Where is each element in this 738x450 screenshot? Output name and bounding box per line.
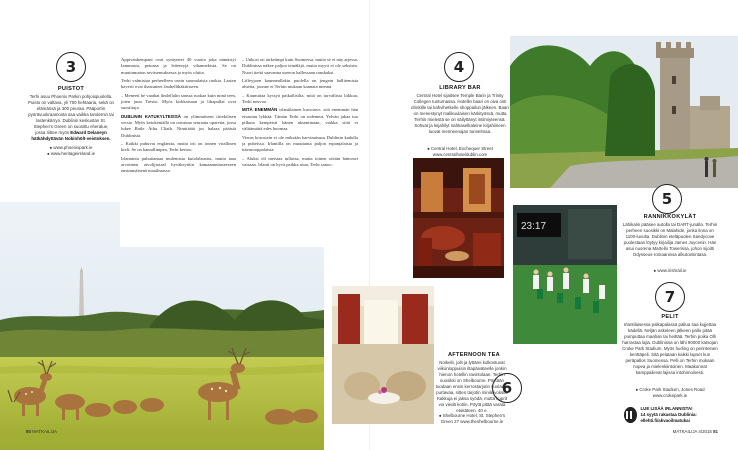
afternoon-tea-link[interactable]: ● Shelbourne Hotel, St. Stephen's Green 27 www.theshelbourne.ie — [438, 413, 506, 424]
afternoon-tea-photo — [332, 286, 434, 424]
col2-para-2: Liffeyjoen kaunneallakin puolella on jengein hallitemista aluetta, joonne ei Terhin mukaan kannata mennä. — [242, 77, 358, 90]
promo-text — [641, 406, 725, 423]
section-number-7 — [655, 282, 685, 312]
number-7-text: 7 — [664, 288, 676, 306]
number-4-text: 4 — [453, 58, 465, 76]
scoreboard-text: 23:17 — [521, 221, 547, 232]
rannikkokylat-body: Lähikalin pääsee autolla tai DART-junalla. Terhin perheen suosikki on Malahide, jonka linna on 1100-luvulta. Dublinin eteläpuolen Sandycove puolestaan löytyy kirjailija James Joycenin. Hän asui nuorena Martello Towerissa, johon sijoitti Odysseus-romaaninsa alkutoimintasa. — [622, 222, 718, 257]
section-number-3 — [56, 52, 86, 82]
library-bar-link[interactable]: ● Central Hotel, Exchequer Street www.centralhoteldublin.com — [427, 146, 493, 157]
deer-park-illustration — [0, 202, 324, 450]
promo-line-2: 14 syytä rakastaa Dublinia: ellehti.fi/akvaoilmatukai — [640, 412, 697, 423]
rugby-photo — [513, 205, 617, 344]
pelit-body: Irlantilaisessa palkapalassa pallua saa kujjettaa kädellä. Neljän askeleen jälkeen pallo pitää pomputtaa maahan tai heittää. Terhin poika Olli harrastaa lajia. Dublinissa on lähi 90000 katsojan Croke Park Stadium. Myös hurling on perinteinen kenttäpeli. Sitä pelataan kaikki lapset kun peräpallos Suomessa. Pelli on Terhin mukaan nopea ja mielenkiintoinen. Maakunnat kamppailevat lajissa intohimoisesti. — [622, 322, 718, 375]
deer-park-photo — [0, 202, 324, 450]
promo-box[interactable] — [624, 405, 724, 425]
tea-room-illustration — [332, 286, 434, 424]
puistot-heading: PUISTOT — [57, 86, 85, 92]
section-number-5 — [652, 184, 682, 214]
right-page — [370, 0, 738, 450]
pelit-link[interactable]: ● Croke Park Stadium, Jones Road www.crokepark.ie — [635, 387, 705, 398]
rannikkokylat-heading: RANNIKKOKYLÄT — [643, 214, 697, 220]
library-bar-body: Central Hotel sijaitsee Temple Barin ja Trinity Collegen tuntumassa. Hotellin baari on oiva osti drinkille tai kahvihetkelle shoppailun jälkeen. Baari on menestynyt malikuulaisen kärkityössä, mutta Terhin mielestä se on säilyttänyt intiimiyteensä. Sohvat ja leijahilyt nahkaselkaleine kirjahiineen luovat menneenajan tunnelmaa. — [411, 93, 509, 134]
col2-para-4-text: irlantilainen kuvotuve, sitä enemmän hän eisautuu lykkää. Tämän Terhi on todennut. Yelvän jakaa tuo pilkuta kempeisti hänen aksentinaan, vaikka siitä ei välttämättä edes huomaa. — [242, 107, 359, 132]
number-5-text: 5 — [661, 190, 673, 208]
number-3-text: 3 — [65, 58, 77, 76]
rugby-illustration — [513, 205, 617, 344]
castle-illustration — [510, 36, 738, 188]
qr-code-icon — [624, 407, 637, 423]
puistot-link-2[interactable]: ● www.heritageireland.ie — [46, 151, 96, 156]
library-bar-illustration — [413, 158, 504, 278]
right-page-number: 81 — [713, 429, 718, 434]
col1-para-6: Irlanninta puhuttamaa mulemista kutolalausiss, mutta taaa arvotmen aivolijtotaal hyväksyttiin kamaamnitaseeseen ensimmäisenä maailmassa. — [121, 155, 236, 174]
col2-para-6: – Aluksi oli meistaa tullassa, mutta toinen oöttän hämoset vaisaan. Irlanti on hyvä paikka asua, Terhi sanoo. — [242, 155, 358, 167]
left-folio — [26, 429, 57, 434]
col1-para-1: Appivanhempani ovat syntyneet 40 vuotta joka nämästyi Iammasta, petunsa ja leitentyjä vihannekista. Se on muuttumaton ravitsemuksessa ja myös oluita. — [121, 57, 236, 75]
col1-para-2: Terhi valmistaa perheelleen usein suomalaisia ruokia. Lasten kaverit ovat ihastuneet Jaubellihakittiseen. — [121, 77, 236, 90]
afternoon-tea-body: Noikelit, joilt ja lyttärei kolkostuvat viikonloppuisin iltapäiväteelle jonkin hienon hotellin ravintolaan. Terhin suosikki on Shelbourne. Pöytään tuodaan ensin kerrostarjotin suolaisia purtavaa, sitten tarjotin minileivoksia. Kakkuja ei jaksa syödä, mutta kuprit voi viedä kotiin. Pöytä pitää varata etukäteen. 40 e. — [435, 360, 509, 413]
col1-highlight: DUBLININ KATUKYLTEISSÄ — [121, 113, 181, 119]
library-bar-heading: LIBRARY BAR — [439, 85, 481, 91]
pelit-heading: PELIT — [661, 314, 679, 320]
article-column-2 — [242, 57, 358, 170]
col2-para-4 — [242, 107, 358, 132]
col1-para-4-text: on ylimmäiseni tirtekilisen versio. Myös ketokentällä on ouvauna seuraata oparetta, jossa lukee Baile Átha Cliath. Nimitätää jos halaaa pääistä Dublinista. — [121, 113, 236, 138]
puistot-link-1[interactable]: ● www.phoenixpark.ie — [49, 145, 93, 150]
left-folio-label: MATKAILIJA — [32, 429, 57, 434]
promo-line-1: LUE LISÄÄ IRLANNISTA! — [640, 406, 693, 412]
section-number-4 — [444, 52, 474, 82]
col2-highlight: MITÄ ENEMMÄN — [242, 107, 278, 113]
afternoon-tea-heading: AFTERNOON TEA — [447, 352, 501, 358]
puistot-body-bold: Edward Delaneyn hätkähdyttävän Nobinhölt-veistoksen. — [31, 129, 111, 141]
right-folio-label: MATKAILIJA 4/2015 — [672, 429, 712, 434]
col2-para-1: – Unkosi on tärkeämpi kuin Suomessa, mutta se ei näy arjessa. Dublinissa näkee paljon teinäläjä, mutta myyti ei ole seksisin. Nuori tiettä saavanna useeon hallessaan ranskaksi. — [242, 57, 358, 75]
col2-para-3: – Kaunuttaa kyssyä paikallisilta, mitä on turvallista liikkua, Terhi neuvoo. — [242, 92, 358, 104]
right-folio — [673, 429, 718, 434]
col1-para-3: – Meneeti he vaathat ilmlellalin sanssa ruokaa kuin minä teen, joten juun Trestsi. Myös kirkkaisaan ja lihapullat ovat suosittuja. — [121, 92, 236, 111]
col2-para-5: Vieras korostein ei ole miksään harvinaisuus Dublinin kadulla ja pubeissa. Irlantilla on muuttanut paljon espanjalaisia ja itäeurooppalaisia. — [242, 134, 358, 153]
col1-para-5: – Kaikki puhuvat englantia, mutta irti on toinen virallinen kieli. Se on kamallimpea, Terhi kertoo. — [121, 140, 236, 153]
puistot-body-text: Terhi asuu Phoenix Parkin pohjoispuolella. Puisto on valtava, yli 700 hehtaaria, sekä on elämänsä ja 300 peuraa. Pääportin pyörävuokraamosta saa vaikka tandemin tai lastenkärryn. Dublinin keskustan St. Stephen's Green on suosittu eheraluе, jossa riittee myös — [28, 94, 114, 135]
castle-photo — [510, 36, 738, 188]
number-6-text: 6 — [501, 379, 513, 397]
rannikkokylat-link[interactable]: ● www.irishrail.ie — [653, 268, 687, 273]
col1-para-4 — [121, 114, 236, 139]
library-bar-photo — [413, 158, 504, 278]
puistot-body — [28, 94, 114, 142]
left-page-number: 80 — [26, 429, 31, 434]
article-column-1 — [121, 57, 236, 177]
